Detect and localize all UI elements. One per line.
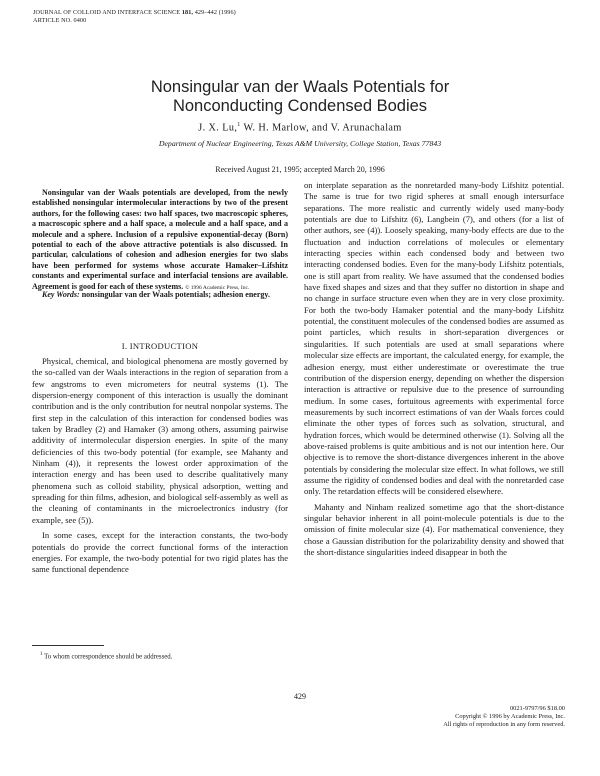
article-number: ARTICLE NO. 0400 [33, 17, 87, 24]
abstract-text: Nonsingular van der Waals potentials are developed, from the newly established nonsingular intermolecular interactions by two of the present authors, for the following cases: two half spaces, two macroscopic spheres, a macroscopic sphere and a half space, a molecule and a half space, and a molecule and a sphere. Inclusion of a repulsive exponential-decay (Born) potential to each of the above attractive potentials is also discussed. In particular, calculations of cohesion and adhesion energies for two slabs have been performed for systems whose accurate Hamaker–Lifshitz constants and experimental surface and interfacial tensions are available. Agreement is good for each of these systems. [32, 188, 288, 291]
author-footnote-mark: 1 [237, 122, 241, 128]
keywords [32, 290, 298, 300]
affiliation: Department of Nuclear Engineering, Texas A&M University, College Station, Texas 77843 [158, 139, 442, 148]
journal-header [33, 9, 236, 17]
issn-price: 0021-9797/96 $18.00 [509, 705, 565, 712]
received-dates: Received August 21, 1995; accepted March 20, 1996 [215, 165, 385, 174]
paragraph: In some cases, except for the interaction constants, the two-body potentials do provide the correct functional forms of the interaction energies. For example, the two-body potential for two rigid plates has the same functional dependence [32, 530, 288, 575]
right-column-body [304, 180, 564, 558]
keywords-text: nonsingular van der Waals potentials; adhesion energy. [79, 290, 270, 299]
title-line-2: Nonconducting Condensed Bodies [172, 97, 428, 115]
title-line-1: Nonsingular van der Waals Potentials for [150, 78, 450, 96]
page-number: 429 [294, 692, 306, 701]
author-1: J. X. Lu, [198, 122, 238, 134]
footnote [40, 650, 280, 661]
abstract-copyright: © 1996 Academic Press, Inc. [185, 284, 250, 291]
keywords-label: Key Words: [42, 290, 80, 299]
paper-title [40, 78, 560, 116]
left-column-body [32, 356, 288, 576]
other-authors: W. H. Marlow, and V. Arunachalam [240, 122, 402, 134]
section-heading: I. INTRODUCTION [121, 341, 199, 351]
footnote-mark: 1 [40, 652, 43, 657]
footnote-text: To whom correspondence should be addressed. [42, 653, 173, 661]
rights-line: All rights of reproduction in any form reserved. [443, 721, 565, 729]
journal-volume: 181, [181, 9, 194, 16]
publisher-info [305, 705, 565, 730]
abstract [32, 188, 288, 293]
journal-name: JOURNAL OF COLLOID AND INTERFACE SCIENCE [33, 9, 181, 16]
authors [40, 122, 560, 133]
journal-pages: 429–442 (1996) [194, 9, 236, 16]
paragraph: Mahanty and Ninham realized sometime ago that the short-distance singular behavior inherent in all point-molecule potentials is due to the omission of finite molecular size (4). For mathematical convenience, they chose a Gaussian distribution for the polarizability density and showed that the short-distance singularities indeed disappear in both the [304, 501, 564, 557]
footnote-divider [32, 645, 104, 646]
copyright-line: Copyright © 1996 by Academic Press, Inc. [455, 713, 565, 721]
paragraph: Physical, chemical, and biological phenomena are mostly governed by the so-called van der Waals interactions in the region of separation from a few angstroms to even micrometers for neutral systems (1). The dispersion-energy component of this interaction is usually the dominant contribution and is the only contribution for neutral nonpolar systems. The first step in the calculation of this interaction for condensed bodies was taken by Bradley (2) and Hamaker (3) among others, assuming pairwise additivity of intermolecular dispersion energies. In spite of the many deficiencies of this two-body potential (for example, see Mahanty and Ninham (4)), it represents the lowest order approximation of the interaction energy and has been used to describe qualitatively many phenomena such as colloid stability, physical adsorption, wetting and spreading for thin films, adhesion, and biological self-assembly as well as the cleaning of contaminants in the microelectronics industry (for example, see (5)). [32, 356, 288, 525]
paragraph: on interplate separation as the nonretarded many-body Lifshitz potential. The same is true for two rigid spheres at small enough intersurface separations. The more realistic and currently widely used many-body potentials are due to Lifshitz (6), Langbein (7), and others (for a list of other authors, see (4)). Loosely speaking, many-body effects are due to the fluctuation and induction correlations of molecules or elementary interacting species within each condensed body and between two interacting condensed bodies. Even for the many-body Lifshitz potentials, one is still apart from reality. We have assumed that the condensed bodies have fixed shapes and sizes and that they suffer no distortion in shape and no change in surface structure even when they are in very close proximity. For both the two-body Hamaker potential and the many-body Lifshitz potential, the constituent molecules of the condensed bodies are assumed as point particles, which results in short-separation divergences or singularities. If such potentials are used at small separations where molecular size effects are important, the calculated energy, for example, the adhesion energy, must either underestimate or overestimate the true contribution of the dispersion energy, depending on whether the dispersion interaction is attractive or repulsive due to the presence of surrounding medium. In some cases, fortuitous agreements with experimental force measurements by such incorrect estimations of van der Waals forces could eliminate the other types of forces such as solvation, structural, and hydration forces, which would be determined otherwise (1). Solving all the above-raised problems is quite ambitious and is not our intention here. Our objective is to remove the short-distance divergences inherent in the above potentials by considering the molecular size effect. In what follows, we still assume the rigidity of condensed bodies and deal with the nonretarded case only. The retardation effects will be considered elsewhere. [304, 180, 564, 497]
